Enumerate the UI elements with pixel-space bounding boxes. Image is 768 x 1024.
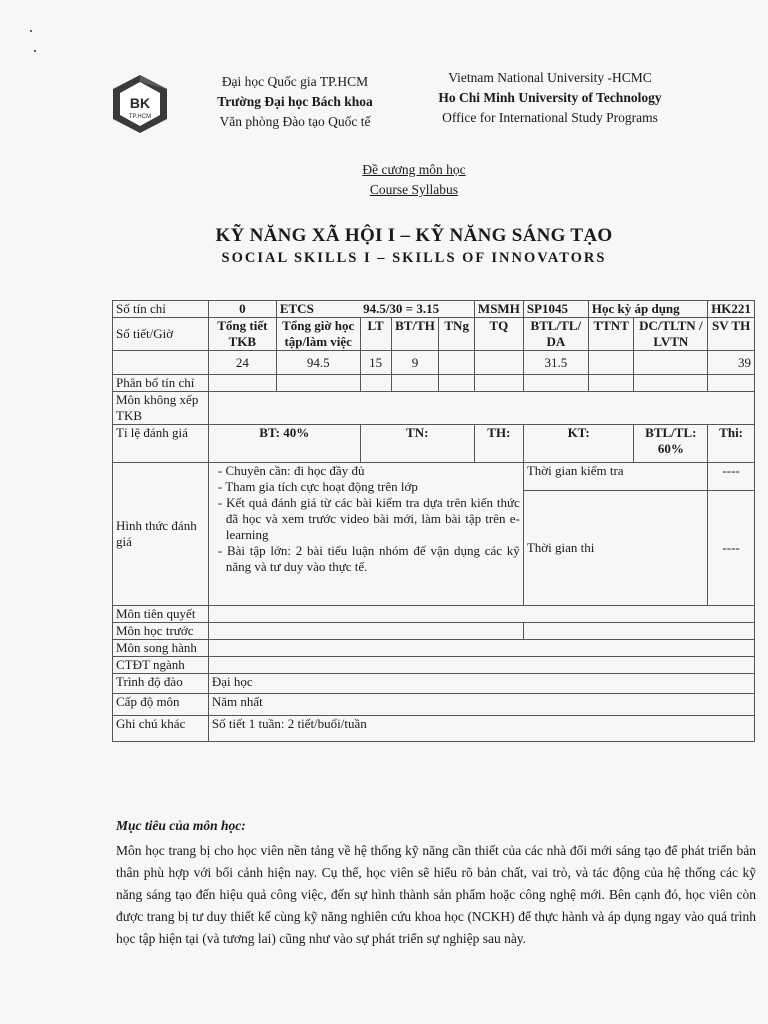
prior-label: Môn học trước <box>113 623 209 640</box>
table-row-parallel <box>113 640 755 657</box>
hour-value-btth: 9 <box>391 351 439 375</box>
etcs-label: ETCS <box>276 301 360 318</box>
assessment-item: - Kết quả đánh giá từ các bài kiểm tra dựa trên kiến thức đã học và xem trước video bài mới, làm bài tập trên e-learning <box>217 495 520 542</box>
table-row-hours-header <box>113 318 755 351</box>
syllabus-label <box>30 160 768 200</box>
ratio-tn: TN: <box>360 425 474 463</box>
ratio-thi: Thi: <box>708 425 755 463</box>
assessment-item: - Chuyên cần: đi học đầy đủ <box>217 463 365 478</box>
ratio-btl: BTL/TL: 60% <box>634 425 708 463</box>
hour-header-total: Tổng giờ học tập/làm việc <box>276 318 360 351</box>
table-row-notes <box>113 716 755 742</box>
hours-label: Số tiết/Giờ <box>113 318 209 351</box>
level-value: Đại học <box>208 674 754 694</box>
program-label: CTĐT ngành <box>113 657 209 674</box>
assessment-items <box>208 463 523 606</box>
course-title-vn: KỸ NĂNG XÃ HỘI I – KỸ NĂNG SÁNG TẠO <box>215 225 613 246</box>
assessment-item: - Bài tập lớn: 2 bài tiểu luận nhóm để vận dụng các kỹ năng và tư duy vào thực tế. <box>217 543 520 574</box>
hour-header-btl: BTL/TL/ DA <box>523 318 588 351</box>
table-row-prereq <box>113 606 755 623</box>
table-row-hours-values <box>113 351 755 375</box>
logo-subtext: TP.HCM <box>128 114 152 120</box>
header-right-line-2: Ho Chi Minh University of Technology <box>438 90 662 105</box>
hour-value-tq <box>474 351 523 375</box>
hour-header-dc: DC/TLTN / LVTN <box>634 318 708 351</box>
msmh-value: SP1045 <box>523 301 588 318</box>
header-right-line-3: Office for International Study Programs <box>442 110 658 125</box>
header-right-line-1: Vietnam National University -HCMC <box>448 70 652 85</box>
objectives-text: Môn học trang bị cho học viên nền tảng về hệ thống kỹ năng cần thiết của các nhà đổi mới sáng tạo để phát triển bản thân phù hợp với bối cảnh hiện nay. Cụ thể, học viên sẽ hiểu rõ bản chất, vai trò, và tác động của hệ thống các kỹ năng sáng tạo đến hiệu quả công việc, đến sự hình thành sản phẩm hoặc công nghệ mới. Bên cạnh đó, học viên còn được trang bị tư duy thiết kế cùng kỹ năng nghiên cứu khoa học (NCKH) để thực hành và áp dụng ngay vào quá trình học tập hiện tại (và tương lai) cũng như vào sự phát triển sự nghiệp sau này. <box>116 843 756 946</box>
table-row-prior <box>113 623 755 640</box>
table-row-assessment-form-1 <box>113 463 755 491</box>
ratio-kt: KT: <box>523 425 634 463</box>
hour-header-lt: LT <box>360 318 391 351</box>
exam-time-value: ---- <box>708 491 755 606</box>
syllabus-label-en: Course Syllabus <box>369 182 459 197</box>
assessment-item: - Tham gia tích cực hoạt động trên lớp <box>217 479 418 494</box>
objectives-title: Mục tiêu của môn học: <box>116 818 246 833</box>
hour-value-tkb: 24 <box>208 351 276 375</box>
exam-time-label: Thời gian thi <box>523 491 707 606</box>
notes-value: Số tiết 1 tuần: 2 tiết/buổi/tuần <box>208 716 754 742</box>
header-left-line-2: Trường Đại học Bách khoa <box>217 94 373 109</box>
university-logo <box>112 74 168 134</box>
hour-value-btl: 31.5 <box>523 351 588 375</box>
syllabus-label-vn: Đề cương môn học <box>362 162 466 177</box>
hour-value-dc <box>634 351 708 375</box>
table-row-unscheduled <box>113 392 755 425</box>
assessment-form-label: Hình thức đánh giá <box>113 463 209 606</box>
test-time-label: Thời gian kiểm tra <box>523 463 707 491</box>
semester-label: Học kỳ áp dụng <box>588 301 707 318</box>
notes-label: Ghi chú khác <box>113 716 209 742</box>
ratio-th: TH: <box>474 425 523 463</box>
assessment-list <box>212 463 520 575</box>
table-row-course-level <box>113 694 755 716</box>
parallel-label: Môn song hành <box>113 640 209 657</box>
table-row-assessment-ratio <box>113 425 755 463</box>
hours-values-label-empty <box>113 351 209 375</box>
msmh-label: MSMH <box>474 301 523 318</box>
hour-value-total: 94.5 <box>276 351 360 375</box>
hour-value-ttnt <box>588 351 634 375</box>
credit-split-label: Phân bổ tín chỉ <box>113 375 209 392</box>
hour-header-ttnt: TTNT <box>588 318 634 351</box>
hour-header-tng: TNg <box>439 318 475 351</box>
hour-value-tng <box>439 351 475 375</box>
logo-text: BK <box>129 95 151 111</box>
header-left-line-1: Đại học Quốc gia TP.HCM <box>221 74 369 89</box>
semester-value: HK221 <box>708 301 755 318</box>
level-label: Trình độ đào <box>113 674 209 694</box>
header-right <box>420 68 680 128</box>
table-row-credits <box>113 301 755 318</box>
course-level-label: Cấp độ môn <box>113 694 209 716</box>
table-row-level <box>113 674 755 694</box>
hour-header-svth: SV TH <box>708 318 755 351</box>
scan-speck <box>34 50 36 52</box>
hour-header-tq: TQ <box>474 318 523 351</box>
header-left-line-3: Văn phòng Đào tạo Quốc tế <box>219 114 371 129</box>
scan-speck <box>30 30 32 32</box>
credits-label: Số tín chỉ <box>113 301 209 318</box>
etcs-value: 94.5/30 = 3.15 <box>360 301 474 318</box>
prereq-label: Môn tiên quyết <box>113 606 209 623</box>
hour-header-btth: BT/TH <box>391 318 439 351</box>
unscheduled-label: Môn không xếp TKB <box>113 392 209 425</box>
syllabus-table <box>112 300 755 742</box>
table-row-credit-split <box>113 375 755 392</box>
course-level-value: Năm nhất <box>208 694 754 716</box>
hour-header-tkb: Tổng tiết TKB <box>208 318 276 351</box>
hour-value-svth: 39 <box>708 351 755 375</box>
header-left <box>206 72 384 132</box>
course-title-en: SOCIAL SKILLS I – SKILLS OF INNOVATORS <box>221 250 607 266</box>
hour-value-lt: 15 <box>360 351 391 375</box>
assessment-ratio-label: Tỉ lệ đánh giá <box>113 425 209 463</box>
credits-value: 0 <box>208 301 276 318</box>
test-time-value: ---- <box>708 463 755 491</box>
ratio-bt: BT: 40% <box>208 425 360 463</box>
table-row-program <box>113 657 755 674</box>
